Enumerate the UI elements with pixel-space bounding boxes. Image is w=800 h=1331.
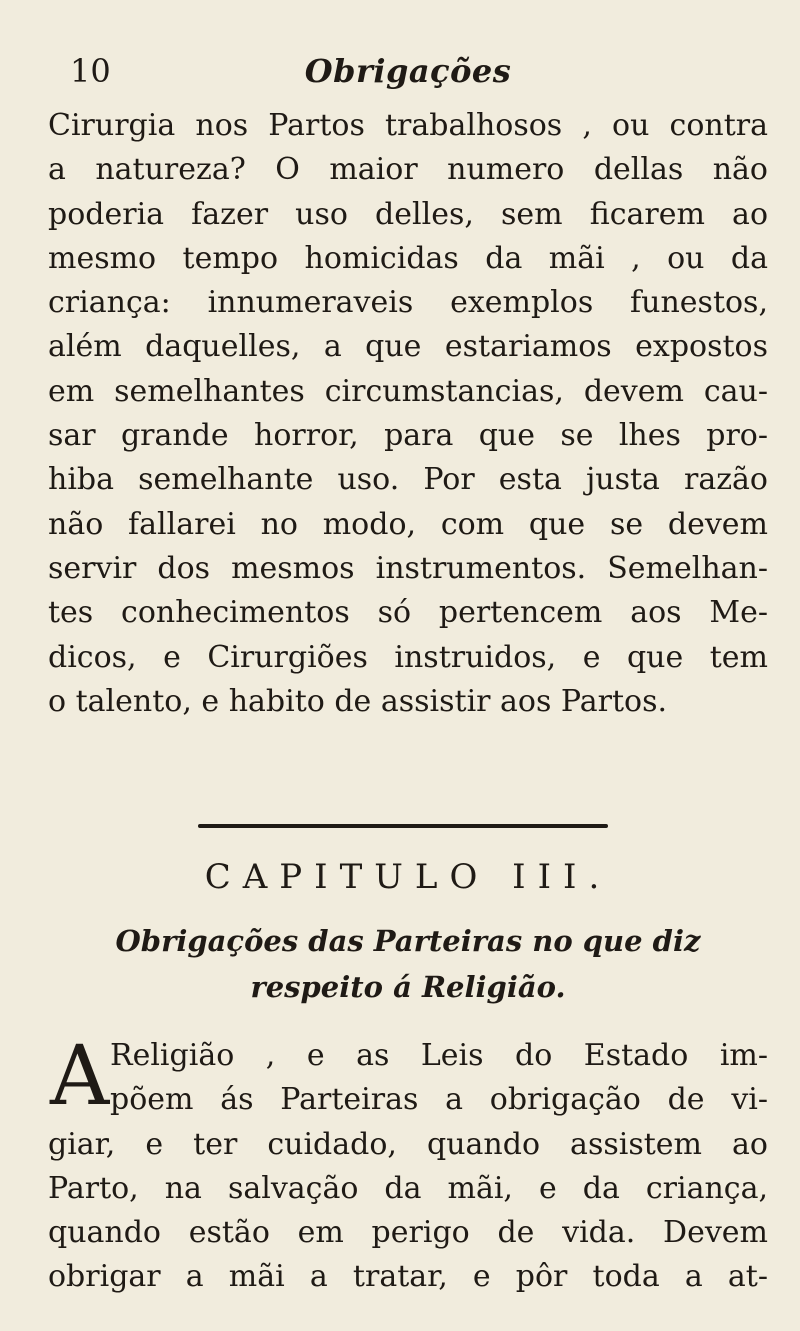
top-paragraph [48, 104, 768, 724]
text-line: o talento, e habito de assistir aos Partos. [48, 683, 668, 719]
text-line: põem ás Parteiras a obrigação de vi- [110, 1082, 768, 1118]
text-line: poderia fazer uso delles, sem ficarem ao [48, 196, 768, 232]
text-line: tes conhecimentos só pertencem aos Me- [48, 595, 768, 631]
section-divider-rule [198, 824, 608, 828]
text-line: além daquelles, a que estariamos expostos [48, 329, 768, 365]
text-line: obrigar a mãi a tratar, e pôr toda a at- [48, 1259, 768, 1295]
text-line: hiba semelhante uso. Por esta justa razão [48, 462, 768, 498]
text-line: Religião , e as Leis do Estado im- [110, 1038, 768, 1073]
chapter-subtitle [48, 918, 768, 1010]
text-line: sar grande horror, para que se lhes pro- [48, 418, 768, 454]
text-line: quando estão em perigo de vida. Devem [48, 1215, 768, 1251]
text-line: não fallarei no modo, com que se devem [48, 506, 768, 542]
drop-cap: A [50, 1029, 110, 1124]
text-line: em semelhantes circumstancias, devem cau- [48, 373, 768, 409]
running-title: Obrigações [304, 52, 512, 90]
chapter-heading: CAPITULO III. [204, 857, 612, 897]
text-line: criança: innumeraveis exemplos funestos, [48, 285, 768, 321]
text-line: Parto, na salvação da mãi, e da criança, [48, 1170, 768, 1206]
text-line: dicos, e Cirurgiões instruidos, e que tem [48, 639, 768, 675]
chapter-subtitle-line: Obrigações das Parteiras no que diz [115, 924, 701, 958]
text-line: servir dos mesmos instrumentos. Semelhan- [48, 550, 768, 586]
page-number: 10 [70, 52, 111, 90]
text-line: mesmo tempo homicidas da mãi , ou da [48, 240, 768, 276]
chapter-subtitle-line: respeito á Religião. [250, 970, 566, 1004]
text-line: giar, e ter cuidado, quando assistem ao [48, 1126, 768, 1162]
running-head [48, 46, 768, 96]
chapter-paragraph [48, 1029, 768, 1300]
text-line: a natureza? O maior numero dellas não [48, 152, 768, 188]
text-line: Cirurgia nos Partos trabalhosos , ou contra [48, 108, 768, 143]
